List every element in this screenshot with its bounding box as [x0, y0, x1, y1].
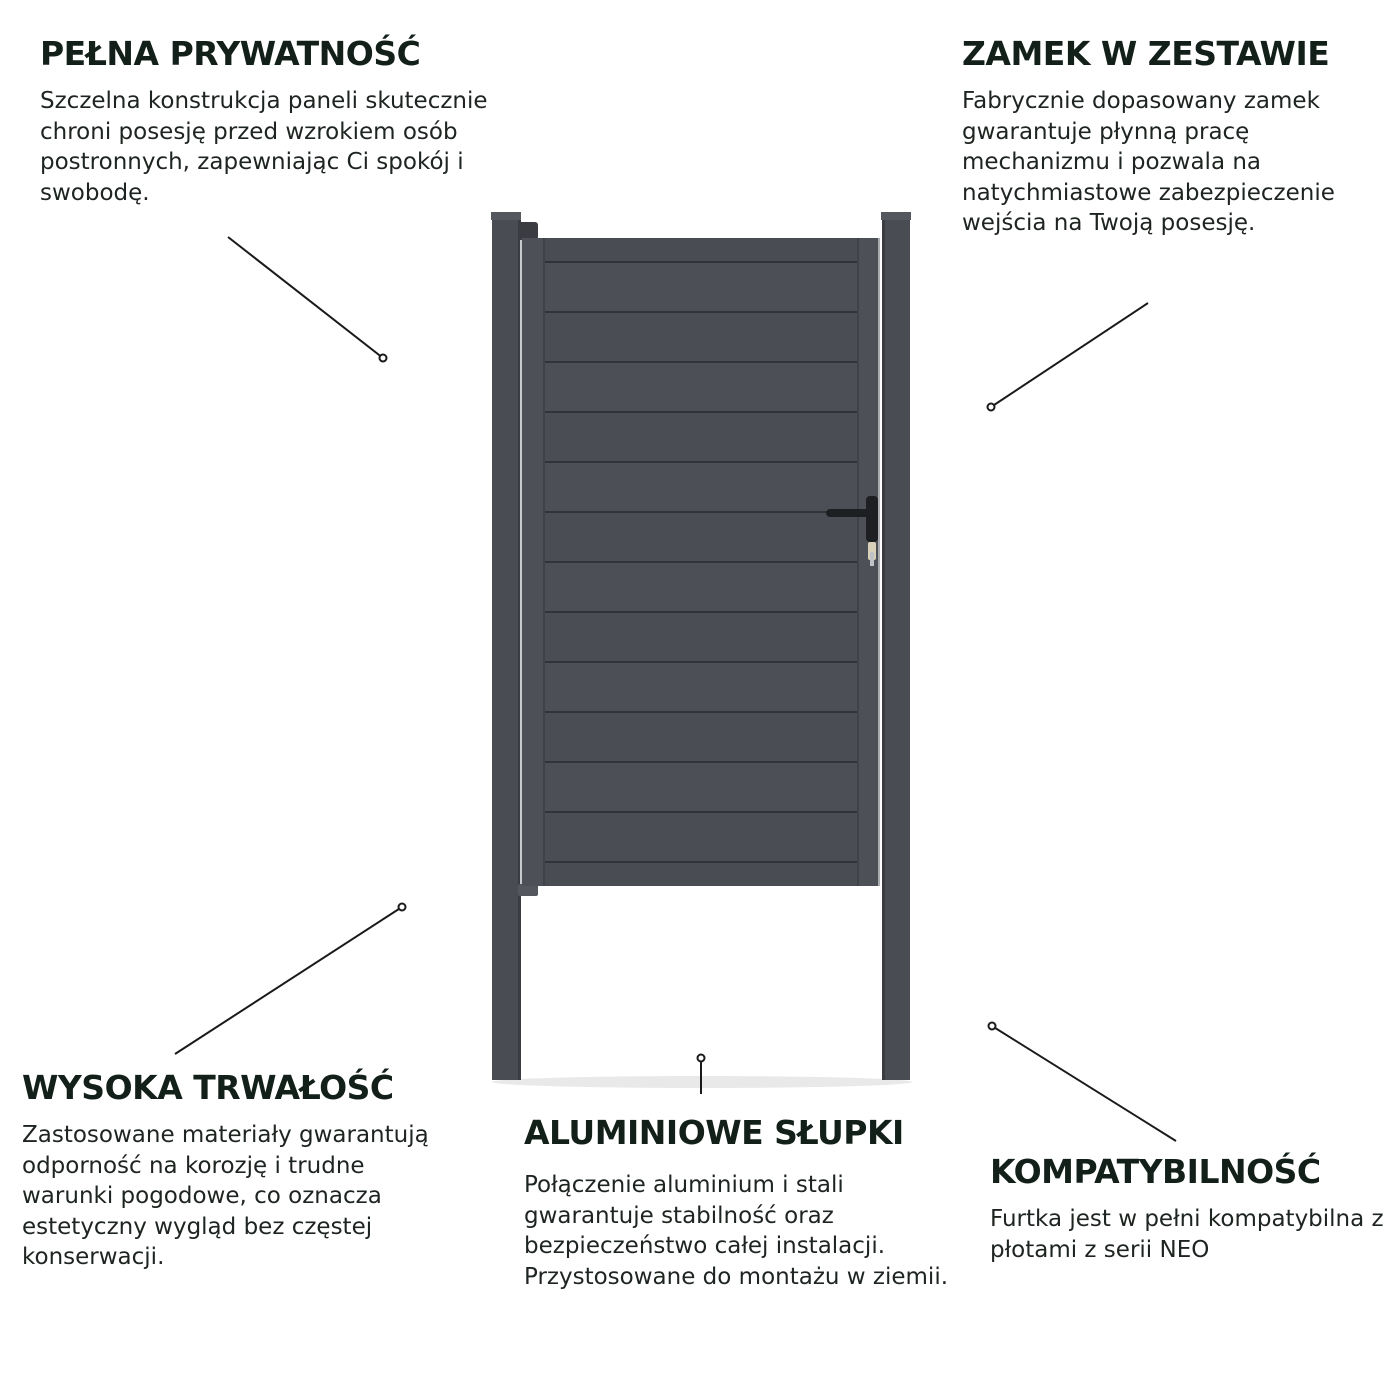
left-post	[491, 212, 521, 1080]
feature-posts-text: Połączenie aluminium i stali gwarantuje stabilność oraz bezpieczeństwo całej instalacji. Przystosowane do montażu w ziemii.	[524, 1172, 949, 1290]
right-post	[881, 212, 911, 1080]
feature-privacy-text: Szczelna konstrukcja paneli skutecznie chroni posesję przed wzrokiem osób postronnych, zapewniając Ci spokój i swobodę.	[40, 88, 488, 206]
feature-durability-text: Zastosowane materiały gwarantują odporność na korozję i trudne warunki pogodowe, co oznacza estetyczny wygląd bez częstej konserwacji.	[22, 1122, 429, 1270]
panel-slats	[545, 262, 857, 862]
panel-slat	[545, 412, 857, 462]
feature-posts-title: ALUMINIOWE SŁUPKI	[524, 1113, 904, 1152]
panel-slat	[545, 362, 857, 412]
panel-slat	[545, 762, 857, 812]
panel-slat	[545, 712, 857, 762]
feature-durability	[22, 1066, 442, 1273]
panel-slat	[545, 462, 857, 512]
panel-slat	[545, 562, 857, 612]
callout-durability	[175, 904, 406, 1055]
panel-slat	[545, 312, 857, 362]
feature-lock-text: Fabrycznie dopasowany zamek gwarantuje płynną pracę mechanizmu i pozwala na natychmiastowe zabezpieczenie wejścia na Twoją posesję.	[962, 88, 1335, 236]
callout-lock	[988, 303, 1149, 411]
panel-slat	[545, 612, 857, 662]
panel-slat	[545, 812, 857, 862]
feature-privacy	[40, 32, 510, 208]
feature-posts	[524, 1106, 964, 1292]
feature-lock-title: ZAMEK W ZESTAWIE	[962, 34, 1330, 73]
feature-durability-title: WYSOKA TRWAŁOŚĆ	[22, 1068, 394, 1107]
panel-slat	[545, 662, 857, 712]
feature-lock	[962, 32, 1382, 239]
callout-privacy	[228, 237, 387, 362]
feature-compatibility-text: Furtka jest w pełni kompatybilna z płotami z serii NEO	[990, 1206, 1384, 1263]
gate-icon	[522, 238, 880, 886]
callout-posts	[698, 1055, 705, 1095]
feature-privacy-title: PEŁNA PRYWATNOŚĆ	[40, 34, 421, 73]
feature-compatibility-title: KOMPATYBILNOŚĆ	[990, 1152, 1321, 1191]
callout-compatibility	[989, 1023, 1177, 1142]
panel-slat	[545, 262, 857, 312]
feature-compatibility	[990, 1150, 1395, 1265]
panel-slat	[545, 512, 857, 562]
